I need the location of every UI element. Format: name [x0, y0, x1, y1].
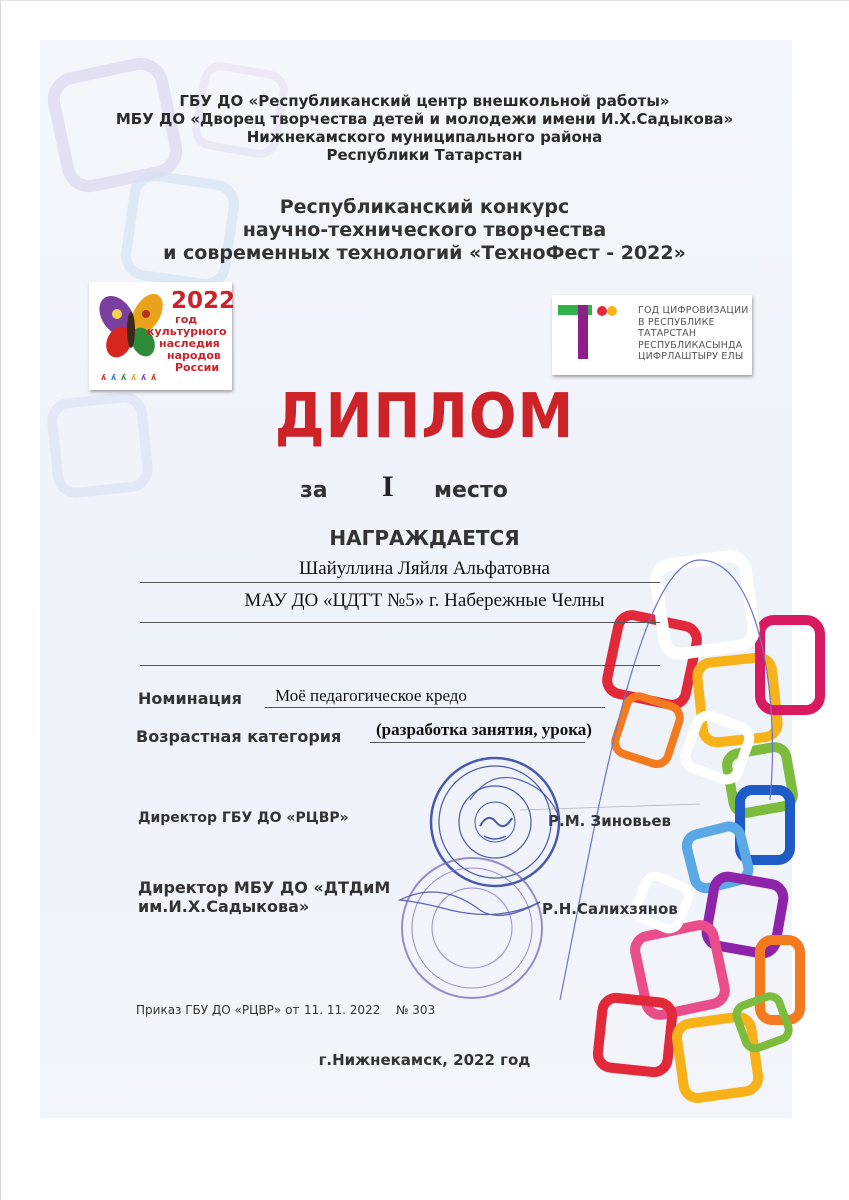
footer-city-year: г.Нижнекамск, 2022 год: [318, 1051, 531, 1069]
nomination-label: Номинация: [138, 689, 242, 708]
age-category-value: (разработка занятия, урока): [376, 720, 592, 739]
logo-right-text-2: В РЕСПУБЛИКЕ: [638, 316, 715, 328]
logo-text-1: год: [175, 313, 198, 326]
order-text: Приказ ГБУ ДО «РЦВР» от: [136, 1003, 300, 1017]
order-date: 11. 11. 2022: [304, 1003, 381, 1017]
nomination-value: Моё педагогическое кредо: [275, 686, 467, 705]
logo-right-text-4: РЕСПУБЛИКАСЫНДА: [638, 339, 743, 351]
svg-text:ʎ: ʎ: [131, 373, 137, 382]
director2-label-line2: им.И.Х.Садыкова»: [138, 897, 310, 916]
header-line-1: ГБУ ДО «Республиканский центр внешкольной работы»: [179, 92, 670, 110]
awarded-label: НАГРАЖДАЕТСЯ: [329, 526, 520, 550]
logo-text-5: России: [175, 361, 220, 374]
place-prefix: за: [300, 478, 328, 503]
director2-name: Р.Н.Салихзянов: [542, 900, 678, 918]
logo-text-2: культурного: [147, 325, 227, 338]
diploma-title: ДИПЛОМ: [274, 380, 575, 453]
place-number: I: [382, 470, 394, 503]
svg-text:ʎ: ʎ: [141, 373, 147, 382]
logo-text-3: наследия: [159, 337, 220, 350]
logo-right-text-5: ЦИФРЛАШТЫРУ ЕЛЫ: [638, 351, 744, 362]
logo-year: 2022: [171, 288, 236, 314]
order-number: № 303: [396, 1003, 436, 1017]
place-suffix: место: [434, 478, 508, 503]
age-category-label: Возрастная категория: [136, 727, 342, 746]
logo-right-text-3: ТАТАРСТАН: [638, 328, 697, 339]
header-line-3: Нижнекамского муниципального района: [246, 128, 603, 146]
director2-label-line1: Директор МБУ ДО «ДТДиМ: [138, 878, 391, 897]
header-line-2: МБУ ДО «Дворец творчества детей и молодежи имени И.Х.Садыкова»: [115, 110, 734, 128]
logo-text-4: народов: [167, 349, 221, 362]
logo-right-text-1: ГОД ЦИФРОВИЗАЦИИ: [638, 305, 749, 316]
svg-text:ʎ: ʎ: [121, 373, 127, 382]
svg-text:ʎ: ʎ: [151, 373, 157, 382]
contest-line-1: Республиканский конкурс: [279, 196, 570, 218]
contest-line-3: и современных технологий «ТехноФест - 2022»: [163, 242, 686, 264]
director1-name: Р.М. Зиновьев: [548, 812, 672, 830]
recipient-name: Шайуллина Ляйля Альфатовна: [299, 558, 550, 579]
svg-text:ʎ: ʎ: [111, 373, 117, 382]
recipient-organization: МАУ ДО «ЦДТТ №5» г. Набережные Челны: [244, 590, 605, 611]
header-line-4: Республики Татарстан: [326, 146, 523, 164]
director1-label: Директор ГБУ ДО «РЦВР»: [138, 810, 349, 826]
contest-line-2: научно-технического творчества: [242, 219, 607, 241]
svg-text:ʎ: ʎ: [101, 373, 107, 382]
